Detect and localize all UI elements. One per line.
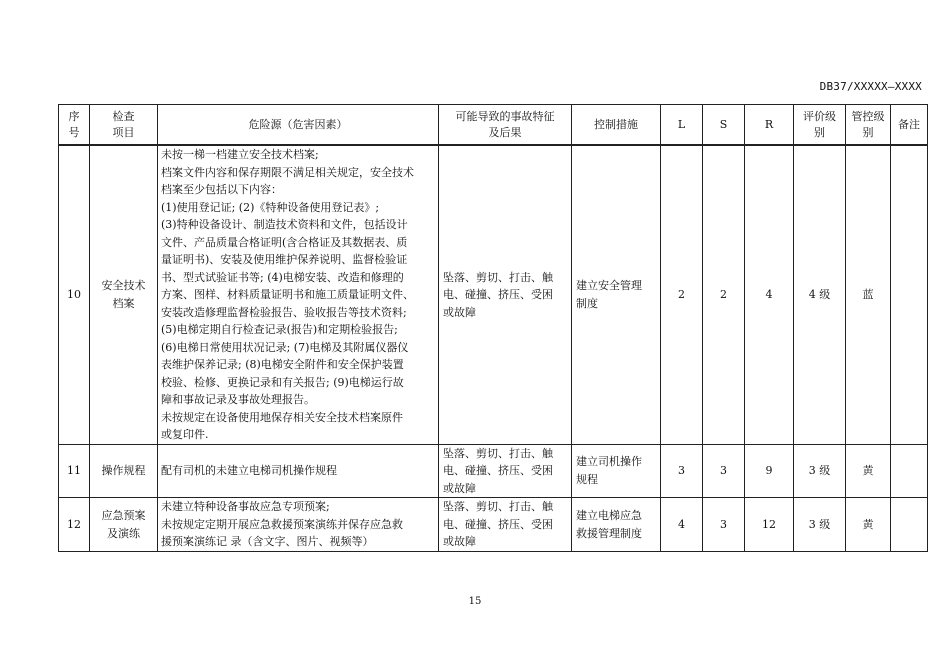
header-consequence: 可能导致的事故特征 及后果 — [439, 105, 572, 146]
likelihood-value: 3 — [661, 444, 703, 498]
note-cell — [891, 145, 928, 444]
mgmt-level: 黄 — [846, 444, 891, 498]
note-cell — [891, 498, 928, 552]
table-row — [59, 145, 928, 444]
row-number: 12 — [59, 498, 90, 552]
check-item: 安全技术 档案 — [90, 145, 158, 444]
header-r: R — [745, 105, 794, 146]
eval-level: 3 级 — [794, 444, 846, 498]
severity-value: 2 — [703, 145, 745, 444]
header-item: 检查 项目 — [90, 105, 158, 146]
header-hazard: 危险源（危害因素） — [158, 105, 439, 146]
check-item: 操作规程 — [90, 444, 158, 498]
control-measure: 建立电梯应急 救援管理制度 — [572, 498, 661, 552]
header-mgmt-level: 管控级 别 — [846, 105, 891, 146]
row-number: 11 — [59, 444, 90, 498]
header-control: 控制措施 — [572, 105, 661, 146]
check-item: 应急预案 及演练 — [90, 498, 158, 552]
table-row — [59, 444, 928, 498]
mgmt-level: 蓝 — [846, 145, 891, 444]
header-seq: 序 号 — [59, 105, 90, 146]
accident-consequence: 坠落、剪切、打击、触 电、碰撞、挤压、受困 或故障 — [439, 145, 572, 444]
risk-value: 4 — [745, 145, 794, 444]
accident-consequence: 坠落、剪切、打击、触 电、碰撞、挤压、受困 或故障 — [439, 498, 572, 552]
accident-consequence: 坠落、剪切、打击、触 电、碰撞、挤压、受困 或故障 — [439, 444, 572, 498]
severity-value: 3 — [703, 498, 745, 552]
mgmt-level: 黄 — [846, 498, 891, 552]
hazard-description: 配有司机的未建立电梯司机操作规程 — [158, 444, 439, 498]
document-code: DB37/XXXXX—XXXX — [819, 80, 922, 93]
severity-value: 3 — [703, 444, 745, 498]
eval-level: 3 级 — [794, 498, 846, 552]
hazard-description: 未建立特种设备事故应急专项预案; 未按规定定期开展应急救援预案演练并保存应急救 援预案演练记 录（含文字、图片、视频等） — [158, 498, 439, 552]
page-number: 15 — [468, 596, 482, 607]
hazard-description: 未按一梯一档建立安全技术档案; 档案文件内容和保存期限不满足相关规定，安全技术 档案至少包括以下内容： (1)使用登记证; (2)《特种设备使用登记表》; (3)特种设备设计、制造技术资料和文件，包括设计 文件、产品质量合格证明(含合格证及其数据表、质 量证明书)、安装及使用维护保养说明、监督检验证 书、型式试验证书等; (4)电梯安装、改造和修理的 方案、图样、材料质量证明书和施工质量证明文件、 安装改造修理监督检验报告、验收报告等技术资料; (5)电梯定期自行检查记录(报告)和定期检验报告; (6)电梯日常使用状况记录; (7)电梯及其附属仪器仪 表维护保养记录; (8)电梯安全附件和安全保护装置 校验、检修、更换记录和有关报告; (9)电梯运行故 障和事故记录及事故处理报告。 未按规定在设备使用地保存相关安全技术档案原件 或复印件. — [158, 145, 439, 444]
eval-level: 4 级 — [794, 145, 846, 444]
table-header-row — [59, 105, 928, 146]
note-cell — [891, 444, 928, 498]
header-s: S — [703, 105, 745, 146]
risk-value: 9 — [745, 444, 794, 498]
control-measure: 建立司机操作 规程 — [572, 444, 661, 498]
header-eval-level: 评价级 别 — [794, 105, 846, 146]
likelihood-value: 2 — [661, 145, 703, 444]
header-l: L — [661, 105, 703, 146]
hazard-assessment-table — [58, 104, 928, 552]
likelihood-value: 4 — [661, 498, 703, 552]
table-row — [59, 498, 928, 552]
header-note: 备注 — [891, 105, 928, 146]
control-measure: 建立安全管理 制度 — [572, 145, 661, 444]
row-number: 10 — [59, 145, 90, 444]
risk-value: 12 — [745, 498, 794, 552]
